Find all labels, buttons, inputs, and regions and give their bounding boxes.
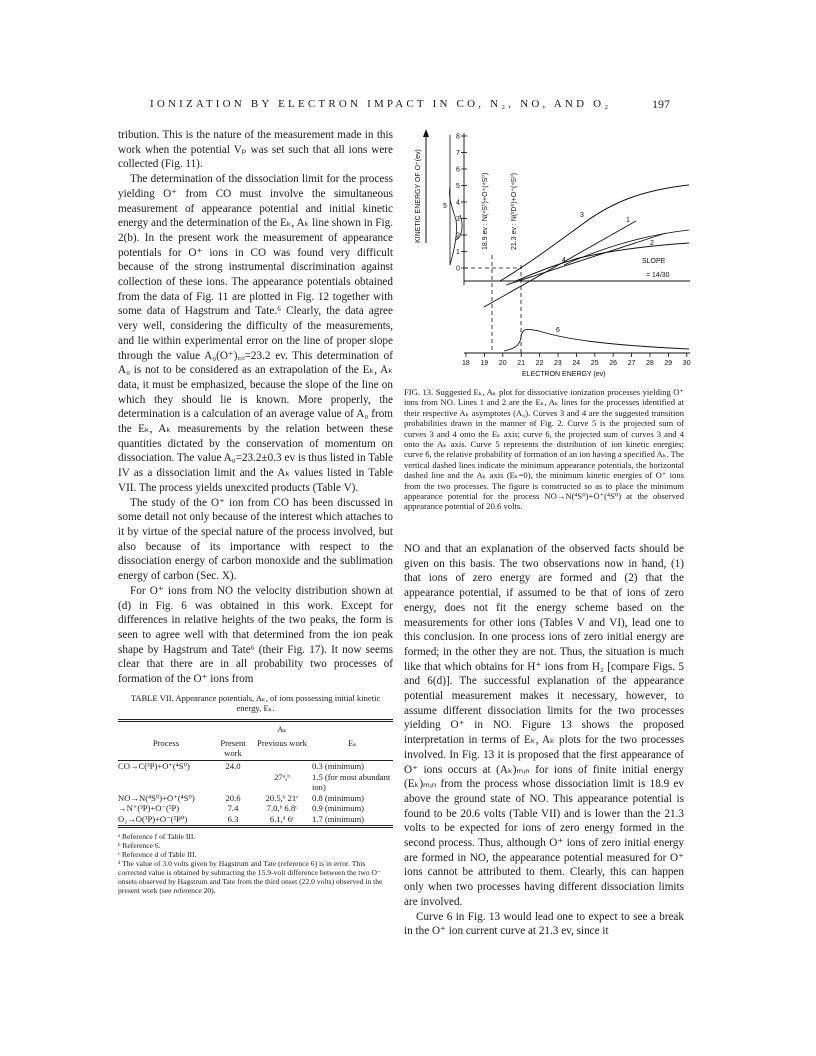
x-tick-label: 29 [664, 360, 673, 367]
table-cell [118, 772, 214, 793]
caption-lead: FIG. 13. [404, 387, 434, 397]
paragraph: The study of the O⁺ ion from CO has been discussed in some detail not only because of the interest which attaches to it by virtue of the special nature of the process involved, but also because of its importance with respect to the dissociation energy of carbon monoxide and the sublimation energy of carbon (Sec. X). [118, 496, 393, 583]
x-tick-label: 22 [535, 360, 544, 367]
table-cell: 0.8 (minimum) [312, 792, 365, 803]
table-header-group: Aₖ [277, 724, 287, 734]
right-column [404, 542, 684, 939]
y-tick-label: 8 [456, 133, 460, 141]
slope-value: = 14/30 [646, 272, 670, 279]
table-cell: 20.6 [225, 792, 241, 803]
paragraph: NO and that an explanation of the observed facts should be given on this basis. The two observations now in hand, (1) that ions of zero energy are formed and (2) that the appearance potential, if assumed to be that of ions of zero energy, does not fit the energy scheme based on the measurements for other ions (Tables V and VI), lead one to this conclusion. In one process ions of zero initial energy are formed; in the other they are not. Thus, the situation is much like that which obtains for H⁺ ions from H₂ [compare Figs. 5 and 6(d)]. The successful explanation of the appearance potential measurement makes it necessary, however, to assume different dissociation limits for the two processes yielding O⁺ in NO. Figure 13 shows the proposed interpretation in terms of Eₖ, Aₖ plots for the two processes involved. In Fig. 13 it is proposed that the first appearance of O⁺ ions occurs at (Aₖ)ₘᵢₙ for ions of finite initial energy (Eₖ)ₘᵢₙ from the process whose dissociation limit is 18.9 ev above the ground state of NO. This appearance potential is found to be 20.6 volts (Table VII) and is lower than the 21.3 volts to be expected for ions of zero energy formed in the second process. Thus, although O⁺ ions of zero initial energy are formed in NO, the appearance potential measured for O⁺ ions cannot be attributed to them. Clearly, this can happen only when two processes having different dissociation limits are involved. [404, 543, 684, 908]
table-row [118, 793, 393, 804]
slope-label: SLOPE [642, 258, 666, 265]
table-footnotes [118, 832, 393, 895]
figure-13 [404, 125, 694, 380]
curve-label: 5 [443, 203, 447, 210]
x-tick-label: 28 [646, 360, 654, 367]
x-tick-label: 30 [682, 360, 691, 367]
table-vii [118, 693, 393, 895]
process-label-18-9: 18.9 ev : N(⁴S⁰)+O⁺(⁴S⁰) [482, 172, 489, 250]
y-tick-label: 1 [456, 249, 460, 256]
y-tick-label: 3 [456, 216, 460, 223]
footnote: ᶜ Reference d of Table III. [118, 849, 197, 859]
footnote: ᵃ Reference f of Table III. [118, 831, 196, 841]
table-row [118, 772, 393, 793]
curve-label: 1 [626, 217, 630, 224]
table-cell: 24.0 [225, 761, 241, 771]
table-cell: CO→C(³P)+O⁺(⁴S⁰) [118, 761, 190, 771]
table-cell: 0.3 (minimum) [312, 761, 365, 771]
y-tick-label: 7 [456, 150, 460, 157]
table-row [118, 814, 393, 825]
table-row [118, 803, 393, 814]
x-tick-label: 21 [517, 360, 525, 367]
y-tick-label: 5 [456, 183, 460, 190]
paragraph: The determination of the dissociation limit for the process yielding O⁺ from CO must involve the simultaneous measurement of appearance potential and initial kinetic energy and the determination of the Eₖ, Aₖ line shown in Fig. 2(b). In the present work the measurement of appearance potentials for O⁺ ions in CO was found very difficult because of the strong instrumental discrimination against collection of these ions. The appearance potentials obtained from the data of Fig. 11 are plotted in Fig. 12 together with some data of Hagstrum and Tate.⁶ Clearly, the data agree very well, considering the difficulty of the measurements, and lie within experimental error on the line of proper slope through the value A₀(O⁺)꜀ₒ=23.2 ev. This determination of A₀ is not to be considered as an extrapolation of the Eₖ, Aₖ data, it must be emphasized, because the slope of the line on which they should lie is known. More properly, the determination is a calculation of an average value of A₀ from the Eₖ, Aₖ measurements by the relation between these quantities dictated by the conservation of momentum on dissociation. The value A₀=23.2±0.3 ev is thus listed in Table IV as a dissociation limit and the Aₖ values listed in Table VII. The process yields unexcited products (Table V). [118, 173, 393, 494]
table-cell: →N⁺(³P)+O⁻(²P) [118, 803, 180, 814]
table-header-cell: Present work [220, 738, 246, 758]
curve-label: 4 [562, 257, 566, 264]
figure-13-plot [404, 125, 694, 380]
x-tick-label: 19 [480, 360, 489, 367]
table-header-cell: Previous work [257, 738, 307, 748]
x-tick-label: 27 [627, 360, 636, 367]
table-cell: 0.9 (minimum) [312, 803, 365, 814]
table-cell: 20.5,ᵇ 21ᶜ [265, 792, 299, 803]
x-tick-label: 26 [609, 360, 617, 367]
table-cell: 7.0,ᵇ 6.8ᶜ [266, 803, 298, 814]
table-cell: O₂→O(³P)+O⁻(²P⁰) [118, 813, 188, 824]
x-tick-label: 25 [590, 360, 599, 367]
table-header-row [118, 722, 393, 736]
table-header-cell: Eₖ [348, 738, 357, 748]
curve-label: 6 [556, 327, 560, 334]
table-header-cell: Process [152, 738, 180, 748]
table-cell: 27ᵃ,ᵇ [274, 771, 290, 782]
x-tick-label: 23 [554, 360, 562, 367]
curve-label: 2 [650, 240, 654, 247]
table-cell: 6.3 [227, 813, 239, 824]
table-title: TABLE VII. Appearance potentials, Aₖ, of ions possessing initial kinetic energy, Eₖ. [130, 693, 381, 713]
running-title: IONIZATION BY ELECTRON IMPACT IN CO, N₂, NO, AND O₂ [150, 98, 612, 110]
paragraph: Curve 6 in Fig. 13 would lead one to expect to see a break in the O⁺ ion current curve at 21.3 ev, since it [404, 910, 684, 938]
y-tick-label: 0 [456, 265, 460, 273]
table-cell [252, 761, 312, 772]
x-tick-label: 20 [498, 360, 507, 367]
y-tick-label: 4 [456, 199, 460, 207]
page-number: 197 [652, 97, 670, 111]
x-tick-label: 24 [572, 360, 581, 367]
curve-label: 3 [580, 212, 584, 219]
table-cell: 1.5 (for most abundant ion) [312, 771, 391, 793]
table-cell [214, 772, 252, 793]
process-label-21-3: 21.3 ev : N(²D⁰)+O⁺(⁴S⁰) [511, 172, 518, 250]
left-column [118, 128, 393, 687]
table-body [118, 761, 393, 825]
figure-caption [404, 387, 684, 512]
table-row [118, 761, 393, 772]
table-cell: 6.1,ᵈ 6ᶜ [269, 813, 295, 824]
paragraph: For O⁺ ions from NO the velocity distribution shown at (d) in Fig. 6 was obtained in this work. Except for differences in relative heights of the two peaks, the form is seen to agree well with that determined from the ion peak shape by Hagstrum and Tate⁶ (their Fig. 17). It now seems clear that there are in all probability two processes of formation of the O⁺ ions from [118, 584, 393, 686]
table-cell: 7.4 [227, 803, 239, 814]
y-tick-label: 2 [456, 232, 460, 240]
y-axis-label: KINETIC ENERGY OF O⁺(ev) [415, 149, 422, 243]
footnote: ᵇ Reference 6. [118, 840, 161, 850]
table-header-row [118, 736, 393, 760]
paragraph: tribution. This is the nature of the measurement made in this work when the potential Vₚ was set such that all ions were collected (Fig. 11). [118, 129, 393, 171]
x-axis-label: ELECTRON ENERGY (ev) [522, 371, 606, 378]
y-tick-label: 6 [456, 166, 460, 174]
x-tick-label: 18 [462, 360, 470, 367]
caption-text: Suggested Eₖ, Aₖ plot for dissociative ionization processes yielding O⁺ ions from NO. Lines 1 and 2 are the Eₖ, Aₖ lines for the processes identified at their respective Aₖ asymptotes (A₀). Curves 3 and 4 are the suggested transition probabilities drawn in the manner of Fig. 2. Curve 5 is the projected sum of curves 3 and 4 onto the Eₖ axis; curve 6, the projected sum of curves 3 and 4 onto the Aₖ axis. Curve 5 represents the distribution of ion kinetic energies; curve 6, the relative probability of formation of an ion having a specified Aₖ. The vertical dashed lines indicate the minimum appearance potentials, the horizontal dashed line and the Aₖ axis (Eₖ=0), the minimum kinetic energies of O⁺ ions from the two processes. The figure is constructed so as to place the minimum appearance potential for the process NO→N(⁴S⁰)+O⁺(⁴S⁰) at the observed appearance potential of 20.6 volts. [404, 387, 685, 512]
footnote: ᵈ The value of 3.0 volts given by Hagstrum and Tate (reference 6) is in error. This corrected value is obtained by subtracting the 15.9-volt difference between the two O⁻ onsets observed by Hagstrum and Tate from the third onset (22.0 volts) observed in the present work (see reference 20). [118, 858, 383, 895]
table-cell: 1.7 (minimum) [312, 813, 365, 824]
table-cell: NO→N(⁴S⁰)+O⁺(⁴S⁰) [118, 792, 195, 803]
